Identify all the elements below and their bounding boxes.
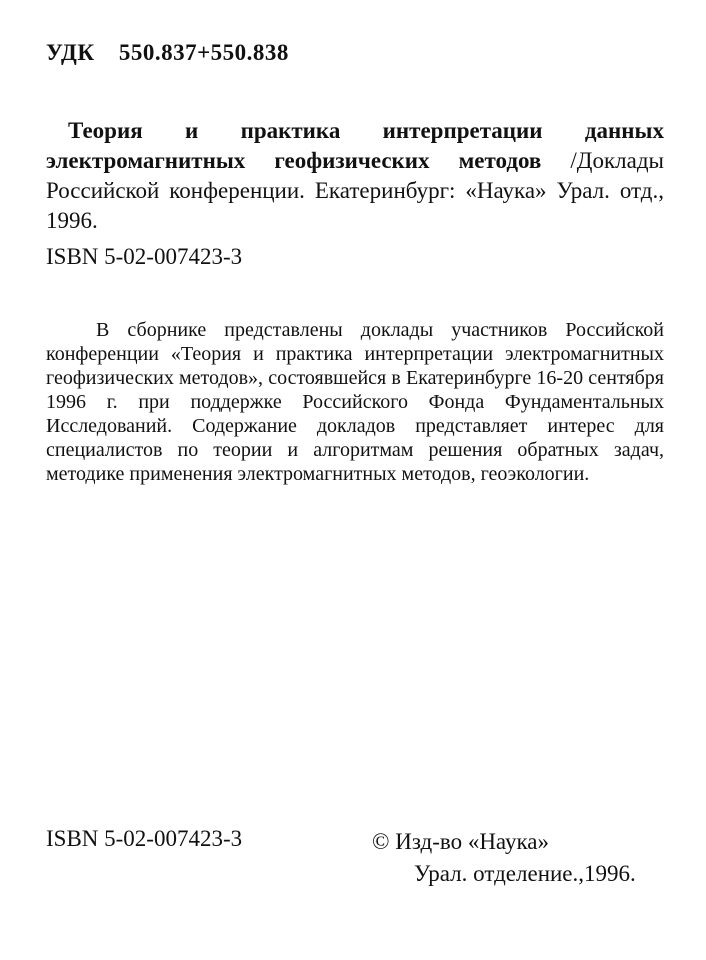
isbn-bottom: ISBN 5-02-007423-3 xyxy=(46,826,243,851)
abstract-text: В сборнике представлены доклады участников Российской конференции «Теория и практика интерпретации электромагнитных геофизических методов», состоявшейся в Екатеринбурге 16-20 сентября 1996 г. при поддержке Российского Фонда Фундаментальных Исследований. Содержание докладов представляет интерес для специалистов по теории и алгоритмам решения обратных задач, методике применения электромагнитных методов, геоэкологии. xyxy=(46,319,664,485)
copyright-notice xyxy=(372,826,636,890)
book-title: Теория и практика интерпретации данных электромагнитных геофизических методов xyxy=(46,118,664,173)
udk-line xyxy=(46,40,289,66)
copyright-year: Урал. отделение.,1996. xyxy=(414,861,636,886)
isbn-top: ISBN 5-02-007423-3 xyxy=(46,244,243,269)
citation-details: /Доклады Российской конференции. Екатеринбург: «Наука» Урал. отд., 1996. xyxy=(46,148,664,233)
bibliographic-citation xyxy=(46,116,664,236)
copyright-publisher: © Изд-во «Наука» xyxy=(372,829,550,854)
abstract xyxy=(46,318,664,486)
udk-value: 550.837+550.838 xyxy=(118,40,289,65)
udk-label: УДК xyxy=(46,40,95,65)
